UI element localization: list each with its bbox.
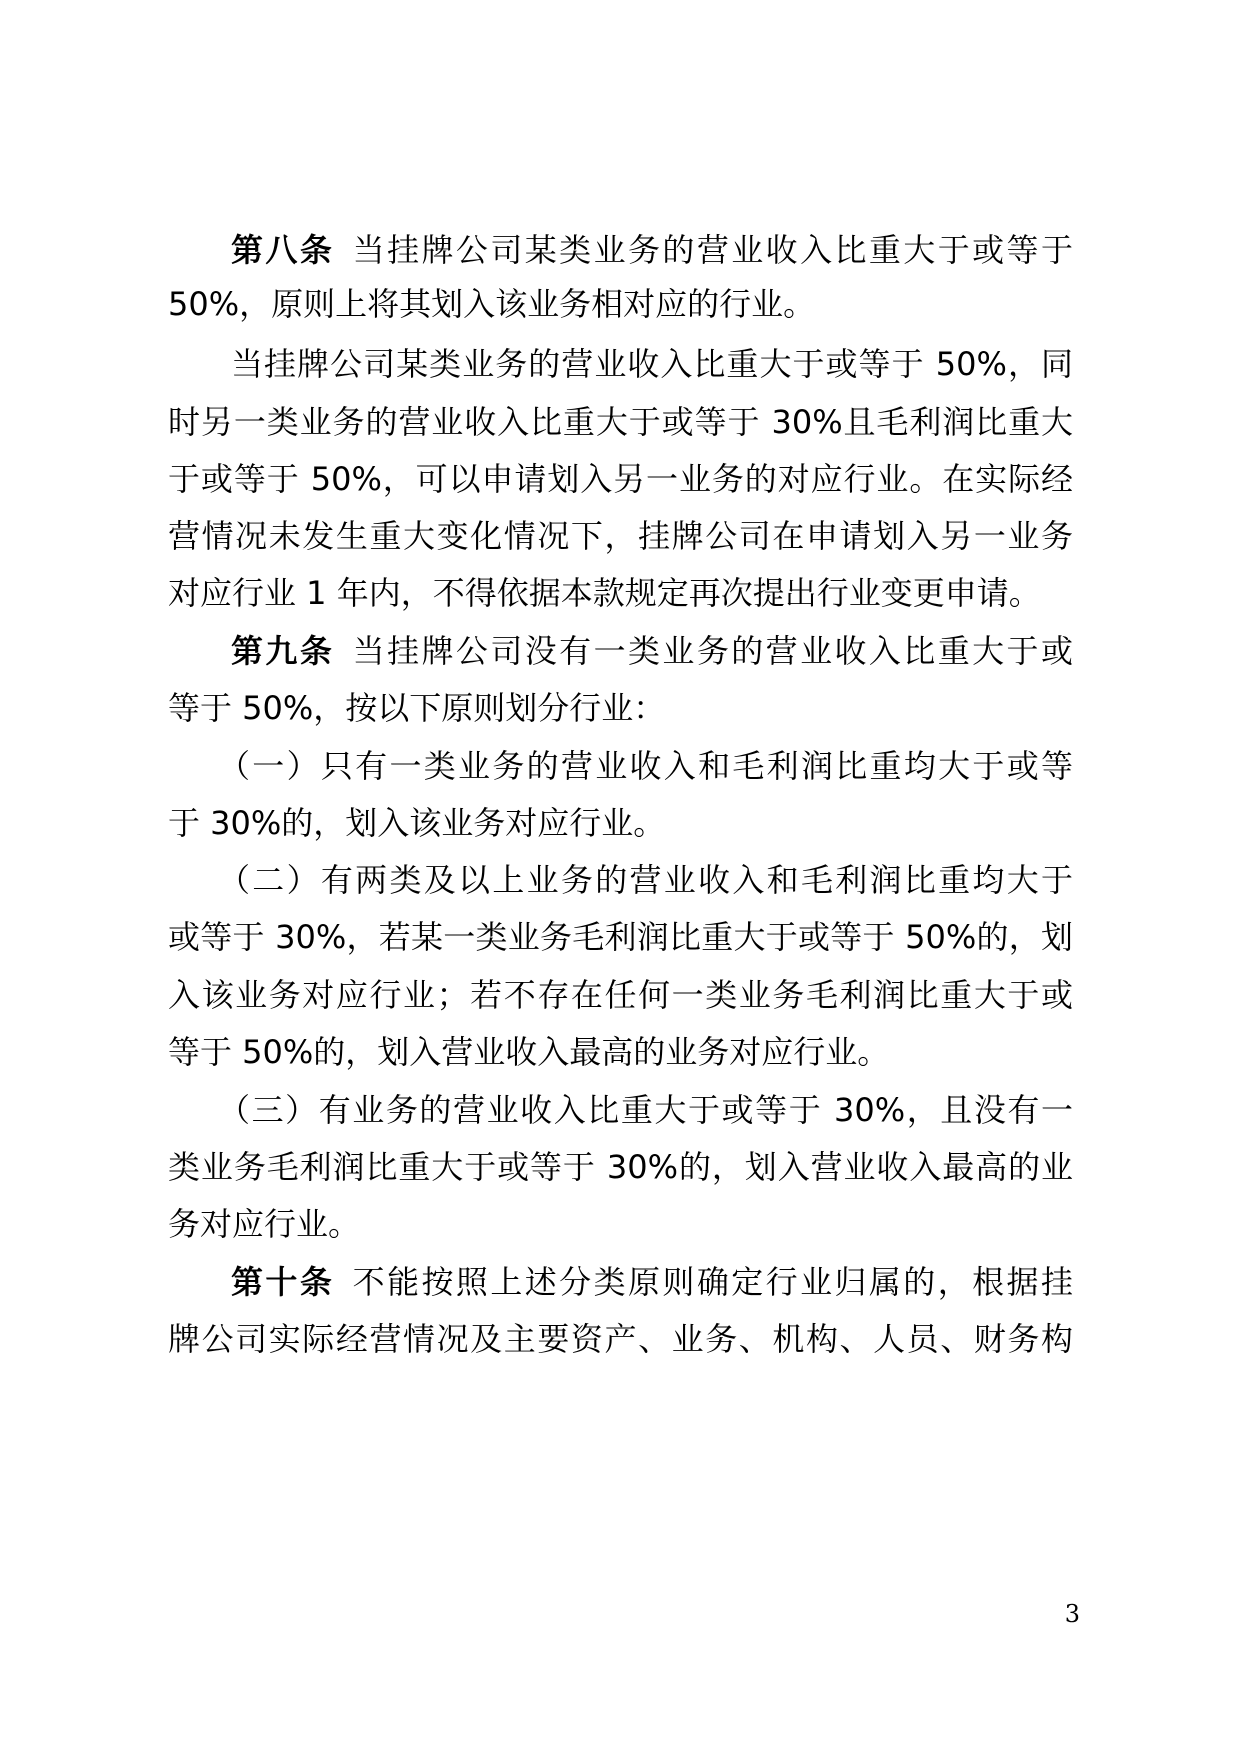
article-9-line-2: 等于 50%，按以下原则划分行业： [168, 689, 666, 727]
paragraph-2-line-3: 于或等于 50%，可以申请划入另一业务的对应行业。在实际经 [168, 460, 1073, 498]
item-3-line-1: （三）有业务的营业收入比重大于或等于 30%，且没有一 [218, 1091, 1073, 1129]
paragraph-2-line-5: 对应行业 1 年内，不得依据本款规定再次提出行业变更申请。 [168, 574, 1041, 612]
article-10-line-2: 牌公司实际经营情况及主要资产、业务、机构、人员、财务构 [168, 1320, 1073, 1358]
paragraph-2-line-4: 营情况未发生重大变化情况下，挂牌公司在申请划入另一业务 [168, 517, 1073, 555]
article-9-label: 第九条 [231, 632, 335, 670]
item-3-line-2: 类业务毛利润比重大于或等于 30%的，划入营业收入最高的业 [168, 1148, 1073, 1186]
article-10-label: 第十条 [231, 1263, 335, 1301]
item-2-line-1: （二）有两类及以上业务的营业收入和毛利润比重均大于 [218, 861, 1073, 899]
article-8-label: 第八条 [231, 231, 335, 269]
article-9-line-1 [168, 627, 1073, 675]
article-10-text: 不能按照上述分类原则确定行业归属的，根据挂 [350, 1263, 1073, 1301]
item-1-line-2: 于 30%的，划入该业务对应行业。 [168, 804, 666, 842]
item-2-line-3: 入该业务对应行业；若不存在任何一类业务毛利润比重大于或 [168, 976, 1073, 1014]
item-2-line-2: 或等于 30%，若某一类业务毛利润比重大于或等于 50%的，划 [168, 918, 1073, 956]
item-2-line-4: 等于 50%的，划入营业收入最高的业务对应行业。 [168, 1033, 890, 1071]
article-8-line-2: 50%，原则上将其划入该业务相对应的行业。 [168, 285, 816, 323]
paragraph-2-line-2: 时另一类业务的营业收入比重大于或等于 30%且毛利润比重大 [168, 403, 1073, 441]
article-9-text: 当挂牌公司没有一类业务的营业收入比重大于或 [350, 632, 1073, 670]
paragraph-2-line-1: 当挂牌公司某类业务的营业收入比重大于或等于 50%，同 [231, 345, 1073, 383]
item-3-line-3: 务对应行业。 [168, 1205, 361, 1243]
item-1-line-1: （一）只有一类业务的营业收入和毛利润比重均大于或等 [218, 747, 1073, 785]
page-number: 3 [1064, 1600, 1080, 1628]
article-8-line-1 [168, 226, 1073, 274]
article-10-line-1 [168, 1258, 1073, 1306]
article-8-text: 当挂牌公司某类业务的营业收入比重大于或等于 [350, 231, 1073, 269]
